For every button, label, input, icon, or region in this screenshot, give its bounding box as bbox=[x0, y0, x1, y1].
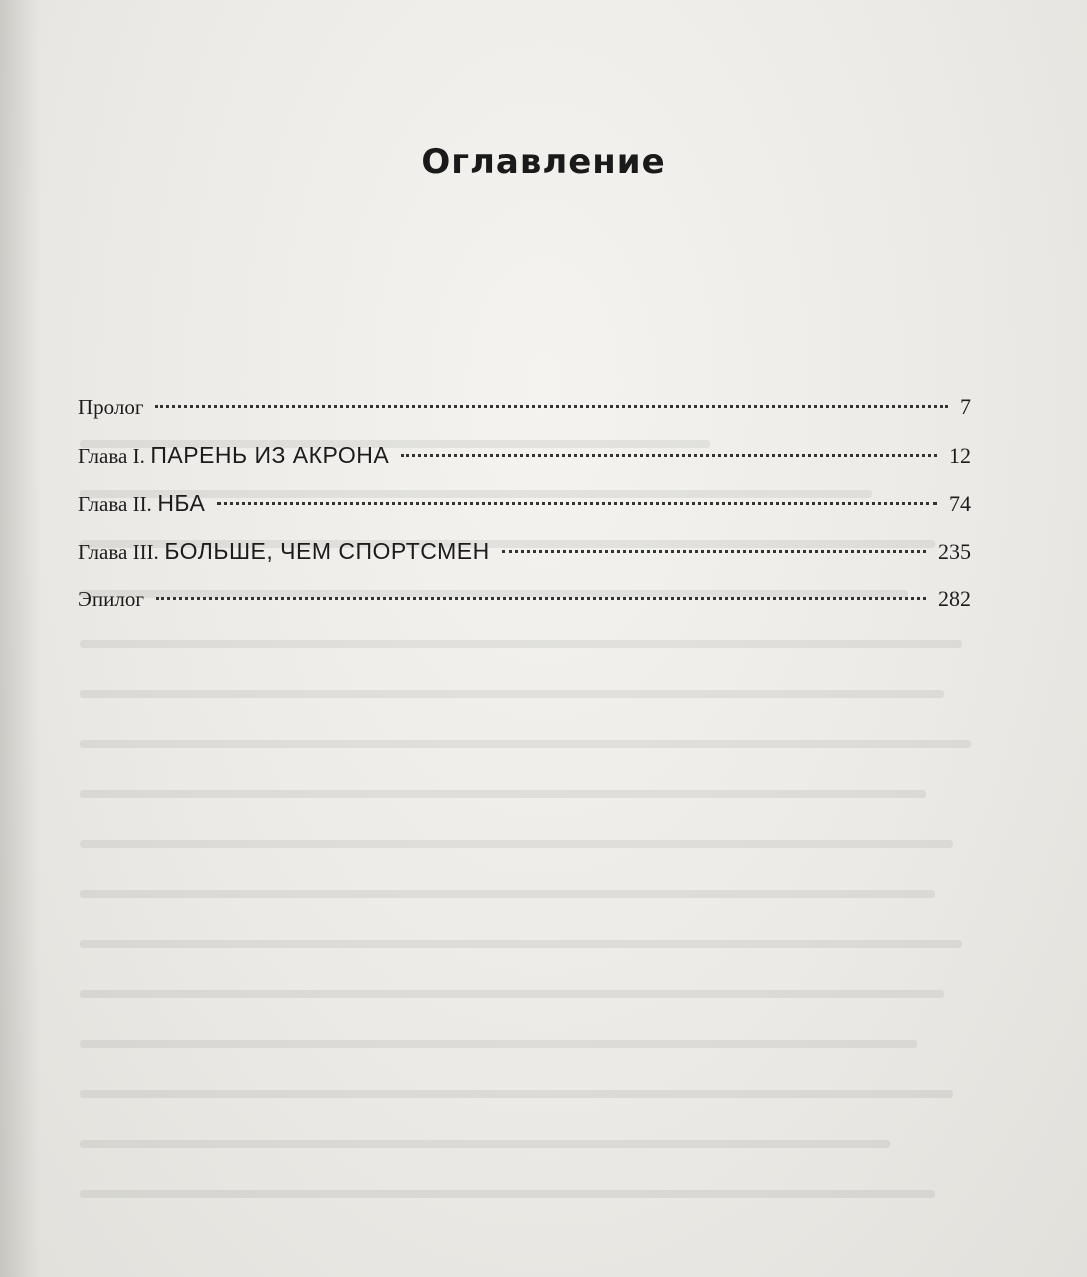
table-of-contents bbox=[78, 394, 971, 634]
toc-entry-prefix: Глава II. bbox=[78, 492, 152, 516]
toc-entry-prologue[interactable] bbox=[78, 394, 971, 442]
toc-leader-dots bbox=[502, 550, 926, 553]
toc-entry-label bbox=[78, 442, 389, 469]
toc-entry-prefix: Пролог bbox=[78, 395, 144, 419]
toc-page-number: 235 bbox=[938, 539, 971, 564]
toc-entry-heading: ПАРЕНЬ ИЗ АКРОНА bbox=[150, 442, 390, 468]
toc-leader-dots bbox=[217, 502, 937, 505]
toc-entry-epilogue[interactable] bbox=[78, 586, 971, 634]
toc-entry-label bbox=[78, 394, 143, 420]
toc-entry-heading: БОЛЬШЕ, ЧЕМ СПОРТСМЕН bbox=[164, 538, 490, 564]
toc-page-number: 74 bbox=[949, 491, 971, 516]
toc-entry-heading: НБА bbox=[157, 490, 206, 516]
toc-leader-dots bbox=[156, 597, 926, 600]
toc-leader-dots bbox=[155, 405, 948, 408]
toc-entry-label bbox=[78, 586, 144, 612]
page-title: Оглавление bbox=[421, 142, 666, 182]
toc-entry-chapter-3[interactable] bbox=[78, 538, 971, 586]
toc-entry-prefix: Глава III. bbox=[78, 540, 159, 564]
toc-page-number: 12 bbox=[949, 443, 971, 468]
toc-page-number: 282 bbox=[938, 586, 971, 611]
toc-entry-prefix: Глава I. bbox=[78, 444, 145, 468]
toc-entry-prefix: Эпилог bbox=[78, 587, 144, 611]
toc-entry-label bbox=[78, 490, 205, 517]
toc-page-number: 7 bbox=[960, 394, 971, 419]
toc-entry-label bbox=[78, 538, 490, 565]
toc-entry-chapter-1[interactable] bbox=[78, 442, 971, 490]
toc-leader-dots bbox=[401, 454, 937, 457]
toc-entry-chapter-2[interactable] bbox=[78, 490, 971, 538]
